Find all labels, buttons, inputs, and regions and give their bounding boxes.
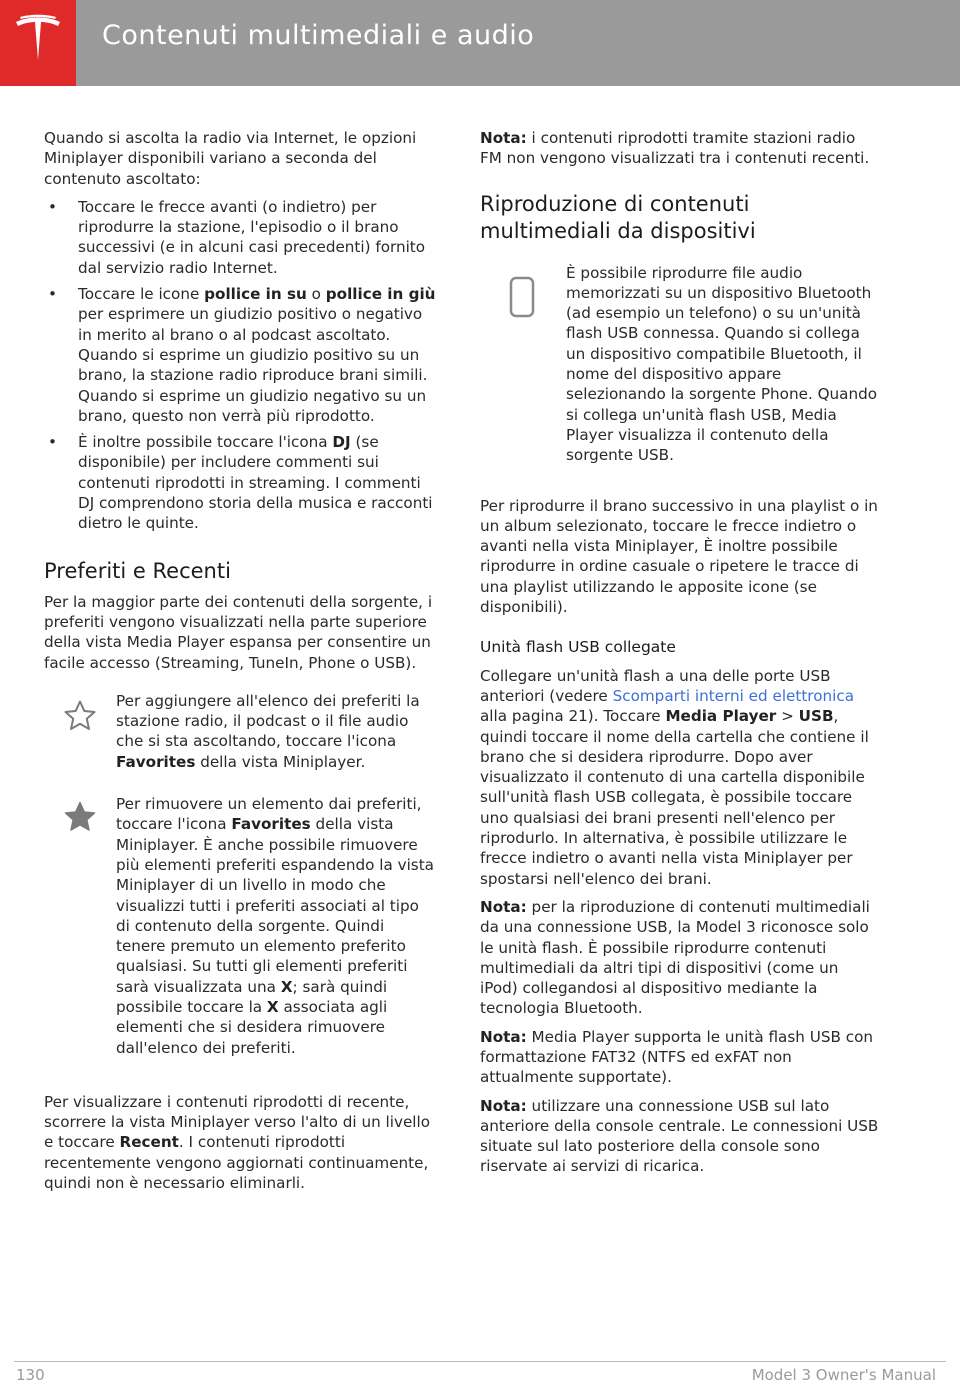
logo-box bbox=[0, 0, 76, 86]
remove-favorite-block bbox=[44, 794, 436, 1066]
right-column bbox=[480, 128, 880, 1185]
list-item: • È inoltre possibile toccare l'icona DJ (se disponibile) per includere commenti sui contenuti riprodotti in streaming. I commenti DJ comprendono storia della musica e racconti dietro le quinte. bbox=[44, 432, 436, 533]
recent-paragraph: Per visualizzare i contenuti riprodotti di recente, scorrere la vista Miniplayer verso l'alto di un livello e toccare Recent. I contenuti riprodotti recentemente vengono aggiornati continuamente, quindi non è necessario eliminarli. bbox=[44, 1092, 431, 1193]
phone-icon bbox=[508, 275, 538, 319]
page-title: Contenuti multimediali e audio bbox=[102, 20, 535, 51]
phone-text: È possibile riprodurre file audio memorizzati su un dispositivo Bluetooth (ad esempio un telefono) o su un'unità flash USB connessa. Quando si collega un dispositivo compatibile Bluetooth, il nome del dispositivo appare selezionando la sorgente Phone. Quando si collega un'unità flash USB, Media Player visualizza il contenuto della sorgente USB. bbox=[566, 263, 878, 465]
list-item: • Toccare le icone pollice in su o pollice in giù per esprimere un giudizio positivo o negativo in merito al brano o al podcast ascoltato. Quando si esprime un giudizio positivo su un brano, la stazione radio riproduce brani simili. Quando si esprime un giudizio negativo su un brano, questo non verrà più riprodotto. bbox=[44, 284, 436, 426]
playlist-paragraph: Per riprodurre il brano successivo in una playlist o in un album selezionato, toccare le frecce indietro o avanti nella vista Miniplayer, È inoltre possibile riprodurre in ordine casuale o ripetere le tracce di una playlist utilizzando le apposite icone (se disponibili). bbox=[480, 496, 878, 617]
star-filled-icon bbox=[63, 800, 97, 834]
tesla-logo-icon bbox=[14, 14, 62, 70]
left-column bbox=[44, 128, 436, 1201]
page-number: 130 bbox=[16, 1366, 45, 1384]
add-favorite-block bbox=[44, 691, 436, 780]
usb-heading: Unità flash USB collegate bbox=[480, 638, 676, 657]
options-list bbox=[44, 197, 436, 534]
phone-block bbox=[480, 263, 880, 474]
internal-compartments-link[interactable]: Scomparti interni ed elettronica bbox=[612, 686, 855, 705]
note-usb-port: Nota: utilizzare una connessione USB sul lato anteriore della console centrale. Le connessioni USB situate sul lato posteriore della console sono riservate ai servizi di ricarica. bbox=[480, 1096, 879, 1176]
add-favorite-text: Per aggiungere all'elenco dei preferiti la stazione radio, il podcast o il file audio che si sta ascoltando, toccare l'icona Favorites della vista Miniplayer. bbox=[116, 691, 420, 771]
devices-heading: Riproduzione di contenuti multimediali da dispositivi bbox=[480, 191, 756, 243]
note-fm: Nota: i contenuti riprodotti tramite stazioni radio FM non vengono visualizzati tra i contenuti recenti. bbox=[480, 129, 870, 168]
list-item: • Toccare le frecce avanti (o indietro) per riprodurre la stazione, l'episodio o il brano successivi (e in alcuni casi precedenti) fornito dal servizio radio Internet. bbox=[44, 197, 436, 278]
intro-paragraph: Quando si ascolta la radio via Internet, le opzioni Miniplayer disponibili variano a seconda del contenuto ascoltato: bbox=[44, 129, 417, 188]
favorites-paragraph: Per la maggior parte dei contenuti della sorgente, i preferiti vengono visualizzati nella parte superiore della vista Media Player espansa per consentire un facile accesso (Streaming, TuneIn, Phone o USB). bbox=[44, 592, 433, 672]
favorites-heading: Preferiti e Recenti bbox=[44, 558, 231, 583]
manual-title: Model 3 Owner's Manual bbox=[751, 1366, 936, 1384]
footer-divider bbox=[14, 1361, 946, 1362]
remove-favorite-text: Per rimuovere un elemento dai preferiti, toccare l'icona Favorites della vista Miniplayer. È anche possibile rimuovere più elementi preferiti espandendo la vista Miniplayer di un livello in modo che visualizzi tutti i preferiti associati al tipo di contenuto della sorgente. Quindi tenere premuto un elemento preferito qualsiasi. Su tutti gli elementi preferiti sarà visualizzata una X; sarà quindi possibile toccare la X associata agli elementi che si desidera rimuovere dall'elenco dei preferiti. bbox=[116, 795, 434, 1057]
usb-paragraph: Collegare un'unità flash a una delle porte USB anteriori (vedere Scomparti interni ed elettronica alla pagina 21). Toccare Media Player > USB, quindi toccare il nome della cartella che contiene il brano che si desidera riprodurre. Dopo aver visualizzato il contenuto di una cartella disponibile sull'unità flash USB collegata, è possibile toccare uno qualsiasi dei brani presenti nell'elenco per riprodurlo. In alternativa, è possibile utilizzare le frecce indietro o avanti nella vista Miniplayer per spostarsi nell'elenco dei brani. bbox=[480, 666, 869, 888]
star-outline-icon bbox=[63, 699, 97, 733]
page-header bbox=[0, 0, 960, 86]
note-format: Nota: Media Player supporta le unità flash USB con formattazione FAT32 (NTFS ed exFAT non attualmente supportate). bbox=[480, 1027, 873, 1087]
note-usb-flash: Nota: per la riproduzione di contenuti multimediali da una connessione USB, la Model 3 riconosce solo le unità flash. È possibile riprodurre contenuti multimediali da altri tipi di dispositivi (come un iPod) collegandosi al dispositivo mediante la tecnologia Bluetooth. bbox=[480, 897, 870, 1018]
